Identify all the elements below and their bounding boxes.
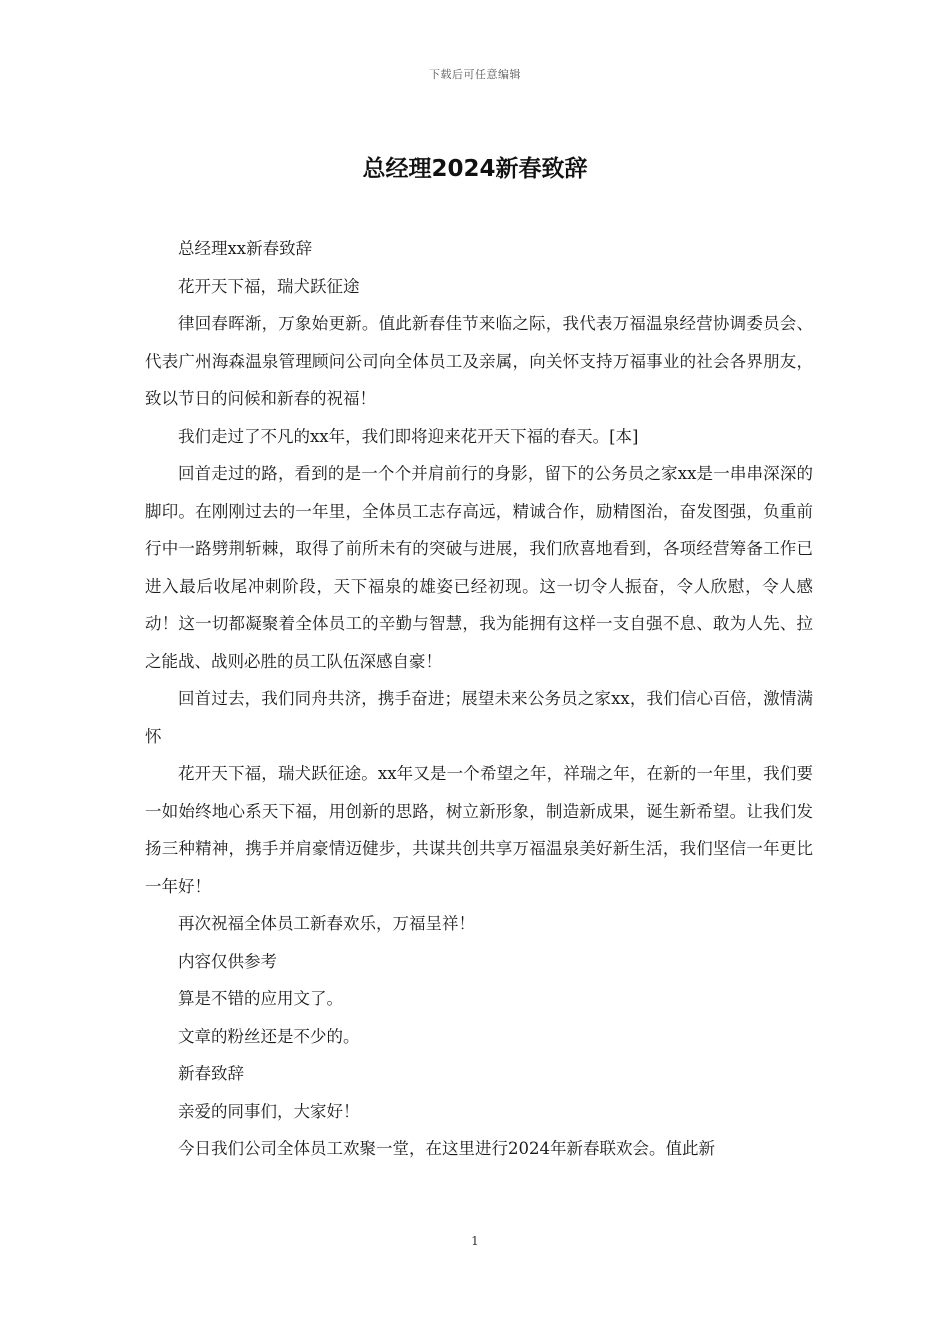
paragraph: 我们走过了不凡的xx年，我们即将迎来花开天下福的春天。[本]	[178, 426, 639, 446]
paragraph: 新春致辞	[178, 1064, 244, 1083]
paragraph: 总经理xx新春致辞	[178, 239, 313, 258]
paragraph: 再次祝福全体员工新春欢乐，万福呈祥！	[178, 914, 475, 933]
paragraph: 今日我们公司全体员工欢聚一堂，在这里进行2024年新春联欢会。值此新	[178, 1139, 715, 1158]
paragraph: 花开天下福，瑞犬跃征途	[178, 276, 360, 296]
page-number: 1	[471, 1234, 479, 1248]
paragraph: 律回春晖渐，万象始更新。值此新春佳节来临之际，我代表万福温泉经营协调委员会、代表广州海森温泉管理顾问公司向全体员工及亲属，向关怀支持万福事业的社会各界朋友，致以节日的问候和新春的祝福！	[145, 314, 813, 408]
document-title: 总经理2024新春致辞	[362, 156, 588, 182]
paragraph: 亲爱的同事们，大家好！	[178, 1101, 360, 1121]
paragraph: 花开天下福，瑞犬跃征途。xx年又是一个希望之年，祥瑞之年，在新的一年里，我们要一如始终地心系天下福，用创新的思路，树立新形象，制造新成果，诞生新希望。让我们发扬三种精神，携手并肩豪情迈健步，共谋共创共享万福温泉美好新生活，我们坚信一年更比一年好！	[145, 764, 813, 896]
paragraph: 内容仅供参考	[178, 951, 277, 971]
paragraph: 回首走过的路，看到的是一个个并肩前行的身影，留下的公务员之家xx是一串串深深的脚印。在刚刚过去的一年里，全体员工志存高远，精诚合作，励精图治，奋发图强，负重前行中一路劈荆斩棘，取得了前所未有的突破与进展，我们欣喜地看到，各项经营筹备工作已进入最后收尾冲刺阶段，天下福泉的雄姿已经初现。这一切令人振奋，令人欣慰，令人感动！这一切都凝聚着全体员工的辛勤与智慧，我为能拥有这样一支自强不息、敢为人先、拉之能战、战则必胜的员工队伍深感自豪！	[145, 464, 813, 671]
paragraph: 文章的粉丝还是不少的。	[178, 1026, 360, 1046]
document-body	[145, 230, 813, 1168]
paragraph: 回首过去，我们同舟共济，携手奋进；展望未来公务员之家xx，我们信心百倍，激情满怀	[145, 689, 813, 746]
paragraph: 算是不错的应用文了。	[178, 989, 343, 1008]
header-note: 下载后可任意编辑	[429, 68, 521, 81]
